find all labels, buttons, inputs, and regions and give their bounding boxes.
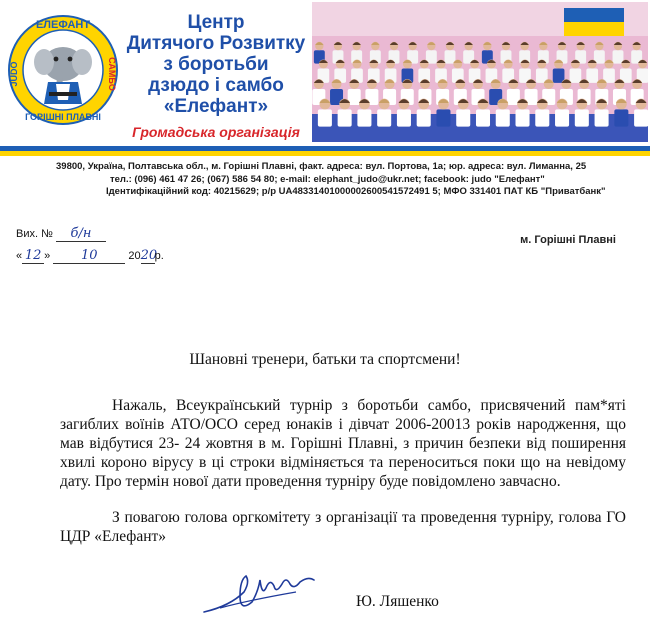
group-photo: [312, 2, 648, 142]
logo-left-text: JUDO: [9, 61, 19, 87]
title-line: з боротьби: [163, 54, 269, 75]
title-line: Центр: [187, 12, 245, 33]
outgoing-number-label: Вих. №: [16, 228, 53, 240]
title-line: Дитячого Розвитку: [126, 33, 306, 54]
date-year-value: 20: [140, 248, 158, 263]
quote-close: »: [44, 250, 51, 262]
signature-icon: [200, 562, 320, 627]
address-line: 39800, Україна, Полтавська обл., м. Горішні Плавні, факт. адреса: вул. Портова, 1а; юр. адреса: вул. Лиманна, 25: [56, 161, 587, 172]
club-logo: [4, 4, 122, 144]
letter-paragraph: Нажаль, Всеукраїнський турнір з боротьби самбо, присвячений пам*яті загиблих воїнів АТО/ОСО серед юнаків і дівчат 2006-20013 років народження, що мав відбутися 23- 24 жовтня в м. Горішні Плавні, з причин безпеки від поширення хвилі короно вірусу в ці строки відміняється та переноситься поки що на невідому дату. Про термін нової дати проведення турніру буде повідомлено завчасно.: [60, 397, 626, 490]
outgoing-number-field: [56, 226, 106, 242]
letter-greeting: Шановні тренери, батьки та спортсмени!: [189, 351, 461, 368]
bank-details-line: Ідентифікаційний код: 40215629; р/р UA48331401000002600541572491 5; МФО 331401 ПАТ КБ "Приватбанк": [106, 186, 606, 197]
header-stripe-yellow: [0, 151, 650, 156]
organization-subtitle: Громадська організація: [132, 124, 300, 140]
outgoing-date-row: [16, 248, 164, 270]
date-day-field: [22, 248, 44, 264]
title-line: дзюдо і самбо: [148, 75, 284, 96]
date-year-end: р.: [154, 250, 164, 262]
date-year-field: [140, 248, 158, 264]
letter-body: [60, 396, 626, 563]
outgoing-number-row: [16, 226, 164, 248]
date-year-prefix: 20: [128, 250, 141, 262]
organization-title: [122, 12, 310, 117]
date-month-field: [53, 248, 125, 264]
signer-name: Ю. Ляшенко: [356, 593, 439, 610]
phone-email-line: тел.: (096) 461 47 26; (067) 586 54 80; e-mail: elephant_judo@ukr.net; facebook: judo "Елефант": [110, 173, 545, 185]
date-month-value: 10: [81, 248, 98, 263]
elephant-logo-icon: [4, 4, 122, 144]
title-line: «Елефант»: [163, 96, 269, 117]
logo-bottom-text: ГОРІШНІ ПЛАВНІ: [25, 112, 101, 122]
group-photo-image: [312, 2, 648, 142]
outgoing-reference: [16, 226, 164, 270]
logo-right-text: САМБО: [107, 57, 117, 91]
quote-open: «: [16, 250, 23, 262]
letter-paragraph: З повагою голова оргкомітету з організації та проведення турніру, голова ГО ЦДР «Елефант»: [60, 509, 626, 545]
outgoing-number-value: б/н: [70, 226, 92, 241]
contact-details: [54, 161, 634, 199]
logo-top-text: ЕЛЕФАНТ: [35, 19, 91, 31]
date-day-value: 12: [24, 248, 42, 263]
city-name: м. Горішні Плавні: [520, 234, 616, 246]
